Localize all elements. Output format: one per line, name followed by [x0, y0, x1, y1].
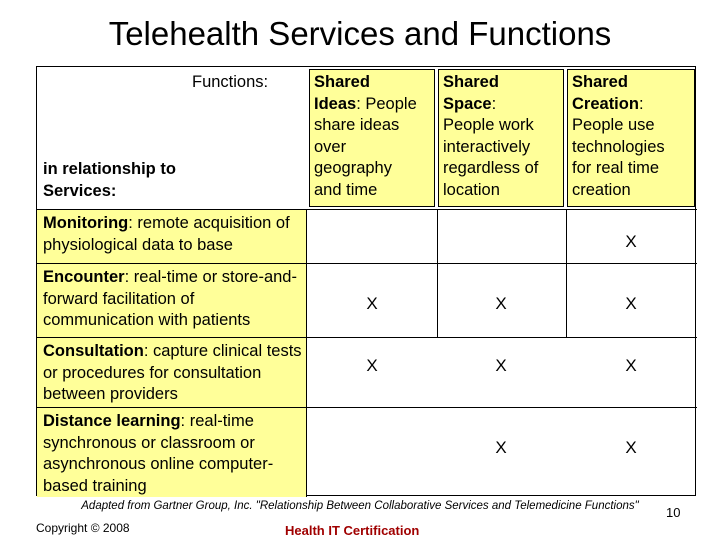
- table-row: [37, 263, 697, 337]
- services-functions-table: [36, 66, 696, 496]
- column-header-shared-ideas: Shared Ideas: People share ideas over geography and time: [309, 69, 435, 207]
- copyright-notice: Copyright © 2008: [36, 521, 130, 535]
- mark-cell: X: [625, 438, 637, 457]
- table-row: [37, 209, 697, 263]
- mark-cell: X: [366, 294, 378, 313]
- organization-name: Health IT Certification: [285, 523, 420, 538]
- service-cell-encounter: Encounter: real-time or store-and-forward facilitation of communication with patients: [37, 264, 307, 337]
- mark-cell: X: [495, 294, 507, 313]
- service-cell-distance-learning: Distance learning: real-time synchronous or classroom or asynchronous online computer-based training: [37, 408, 307, 497]
- table-row: [37, 407, 697, 497]
- column-header-shared-space: Shared Space: People work interactively regardless of location: [438, 69, 564, 207]
- service-cell-consultation: Consultation: capture clinical tests or procedures for consultation between providers: [37, 338, 307, 407]
- mark-cell: X: [495, 438, 507, 457]
- page-number: 10: [666, 505, 681, 520]
- table-row: [37, 337, 697, 407]
- mark-cell: X: [625, 232, 637, 251]
- page-title: Telehealth Services and Functions: [108, 15, 612, 52]
- source-citation: Adapted from Gartner Group, Inc. "Relationship Between Collaborative Services and Telemedicine Functions": [81, 500, 639, 512]
- column-header-shared-creation: Shared Creation: People use technologies for real time creation: [567, 69, 695, 207]
- mark-cell: X: [495, 356, 507, 375]
- relationship-label: in relationship to Services:: [43, 160, 176, 200]
- mark-cell: X: [366, 356, 378, 375]
- service-cell-monitoring: Monitoring: remote acquisition of physiological data to base: [37, 210, 307, 263]
- mark-cell: X: [625, 294, 637, 313]
- mark-cell: X: [625, 356, 637, 375]
- functions-label: Functions:: [192, 73, 269, 91]
